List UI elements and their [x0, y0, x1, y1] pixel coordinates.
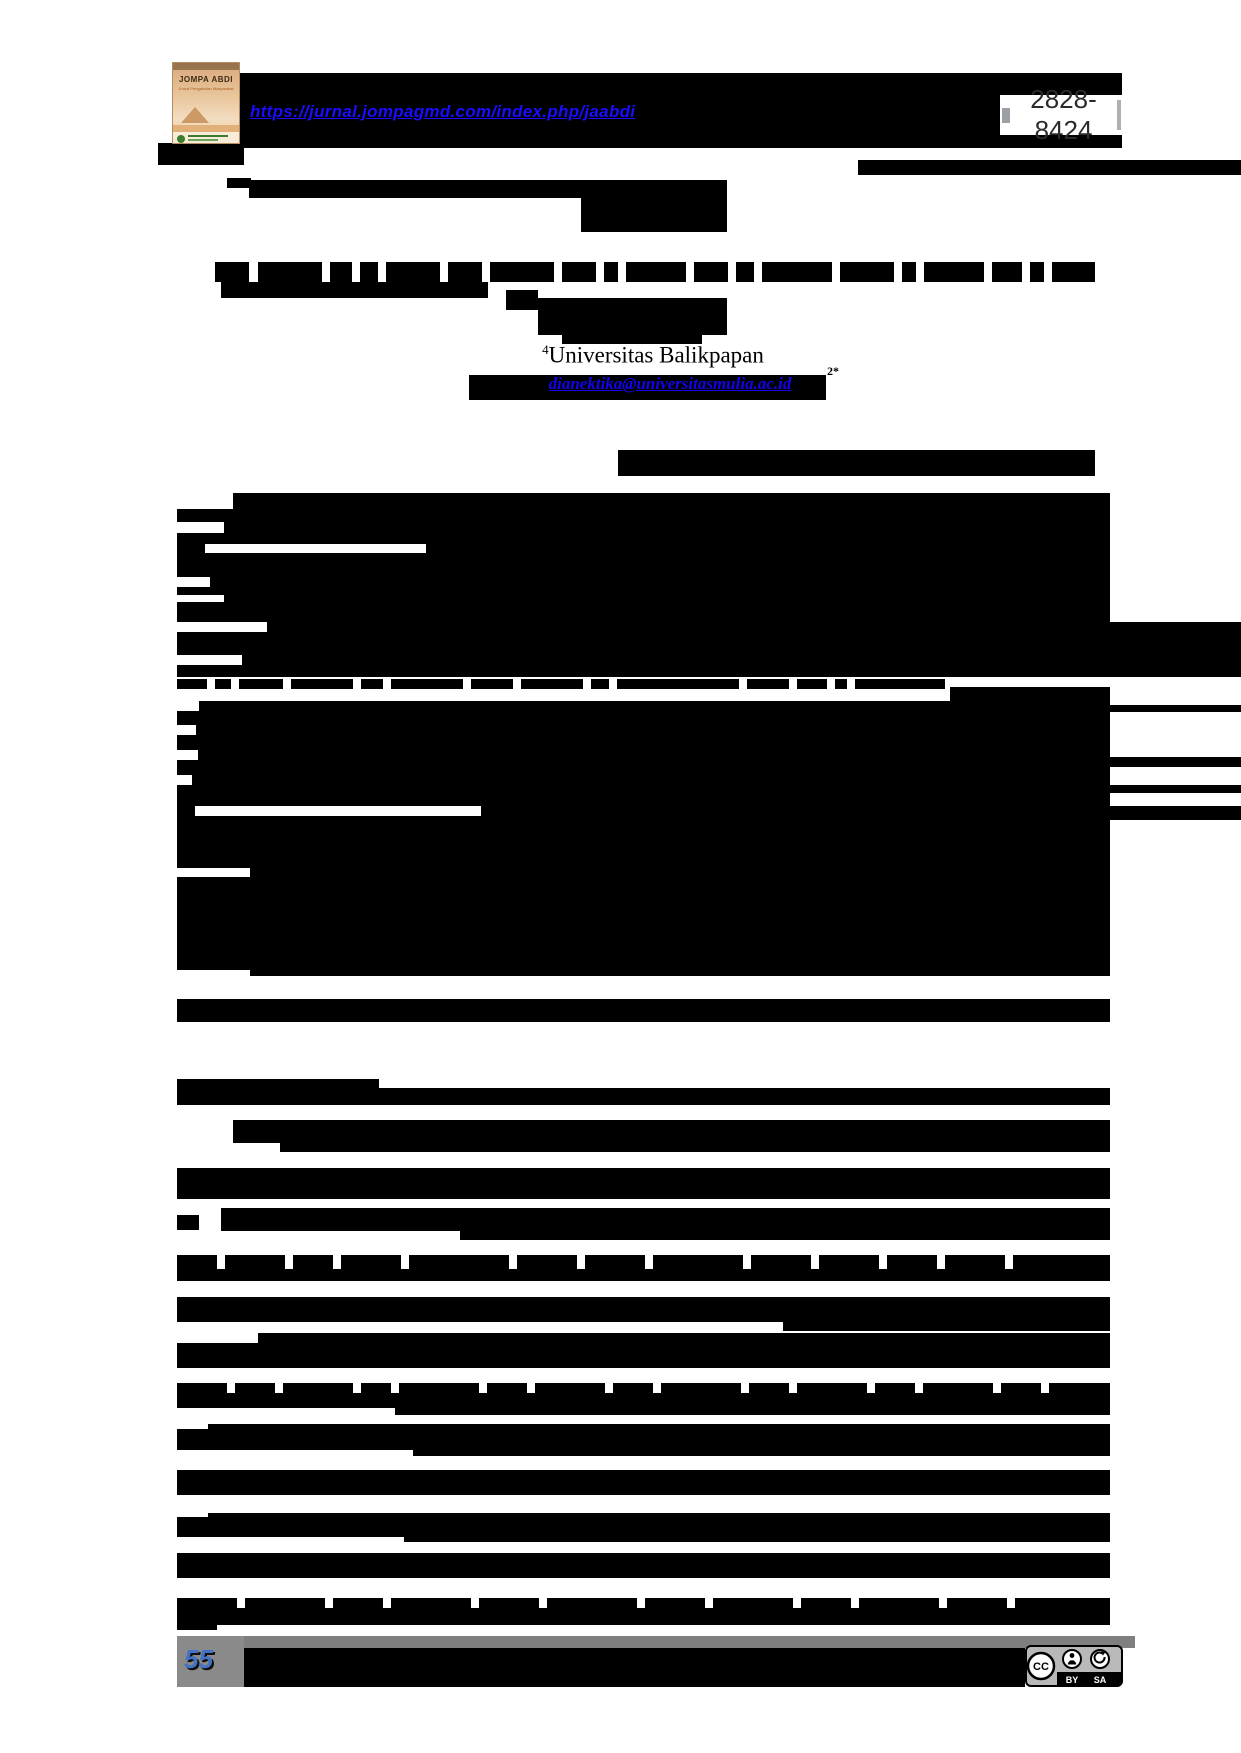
redaction-bar: [221, 282, 488, 298]
redaction-bar: [227, 178, 251, 188]
redaction-bar: [192, 775, 1110, 785]
redaction-bar: [258, 262, 322, 282]
redaction-bar: [177, 1343, 1110, 1368]
redaction-bar: [177, 587, 1110, 595]
redaction-bar: [177, 1470, 1110, 1495]
redaction-bar: [177, 665, 1241, 677]
redaction-bar: [199, 701, 1110, 711]
email-superscript: 2*: [827, 364, 839, 378]
redaction-bar: [215, 679, 231, 689]
redaction-bar: [661, 1383, 741, 1393]
redaction-bar: [413, 1450, 1110, 1456]
redaction-bar: [395, 1408, 1110, 1415]
redaction-bar: [1110, 705, 1241, 712]
redaction-bar: [249, 180, 727, 198]
redaction-bar: [196, 725, 1110, 735]
redaction-bar: [617, 679, 739, 689]
redaction-bar: [783, 1322, 1110, 1331]
redaction-bar: [479, 1598, 539, 1608]
redaction-bar: [835, 679, 847, 689]
redaction-bar: [239, 679, 283, 689]
redaction-bar: [1110, 785, 1241, 793]
issn-right-mark: [1117, 100, 1121, 130]
redaction-bar: [391, 679, 463, 689]
journal-url-link[interactable]: https://jurnal.jompagmd.com/index.php/jaabdi: [250, 102, 636, 121]
redaction-bar: [924, 262, 984, 282]
cc-icon-label: CC: [1033, 1661, 1049, 1673]
redaction-bar: [404, 1537, 1110, 1542]
redaction-bar: [887, 1255, 937, 1269]
redaction-bar: [1015, 1598, 1110, 1608]
redaction-bar: [210, 577, 1110, 587]
redaction-bar: [177, 1598, 237, 1608]
redaction-bar: [242, 655, 1241, 665]
logo-top-strip: [173, 63, 239, 70]
redaction-bar: [177, 1608, 1110, 1625]
redaction-bar: [604, 262, 618, 282]
redaction-bar: [177, 1255, 217, 1269]
redaction-bar: [177, 785, 1110, 806]
redaction-bar: [177, 1625, 217, 1630]
redaction-bar: [694, 262, 728, 282]
redaction-bar: [250, 970, 1110, 976]
redaction-bar: [225, 1255, 285, 1269]
redaction-bar: [177, 679, 207, 689]
email-link[interactable]: dianektika@universitasmulia.ac.id: [548, 374, 792, 393]
issn-value: 2828-8424: [1030, 84, 1097, 145]
redaction-bar: [224, 595, 1110, 602]
logo-title: JOMPA ABDI: [178, 75, 234, 84]
redaction-bar: [177, 711, 1110, 725]
redaction-bar: [198, 750, 1110, 760]
redaction-bar: [280, 1143, 1110, 1152]
redaction-bar: [506, 290, 538, 310]
redaction-bar: [177, 1088, 1110, 1105]
redaction-bar: [762, 262, 832, 282]
redaction-bar: [471, 679, 513, 689]
redaction-bar: [177, 533, 1110, 544]
redaction-bar: [177, 735, 1110, 750]
redaction-bar: [158, 143, 244, 165]
redaction-bar: [747, 679, 789, 689]
redaction-bar: [448, 262, 482, 282]
redaction-bar: [177, 1269, 1110, 1281]
redaction-bar: [409, 1255, 509, 1269]
redaction-bar: [221, 1208, 1110, 1231]
redaction-bar: [177, 1429, 1110, 1450]
redaction-bar: [386, 262, 440, 282]
logo-publisher-icon: [177, 135, 185, 143]
redaction-bar: [581, 198, 727, 232]
redaction-bar: [177, 760, 1110, 775]
logo-publisher-text: [188, 135, 228, 137]
redaction-bar: [233, 493, 1110, 509]
redaction-bar: [487, 1383, 527, 1393]
redaction-bar: [626, 262, 686, 282]
redaction-bar: [341, 1255, 401, 1269]
redaction-bar: [653, 1255, 743, 1269]
redaction-bar: [1030, 262, 1044, 282]
redaction-bar: [947, 1598, 1007, 1608]
redaction-bar: [547, 1598, 637, 1608]
redaction-bar: [613, 1383, 653, 1393]
by-person-head: [1070, 1653, 1075, 1658]
redaction-bar: [283, 1383, 353, 1393]
redaction-bar: [1052, 262, 1095, 282]
logo-publisher-text2: [188, 139, 218, 141]
affiliation-line: [528, 342, 778, 369]
redaction-bar: [460, 1231, 1110, 1240]
redaction-bar: [291, 679, 353, 689]
redaction-bar: [875, 1383, 915, 1393]
redaction-bar: [855, 679, 945, 689]
redaction-bar: [361, 1383, 391, 1393]
redaction-bar: [177, 544, 205, 553]
redaction-bar: [177, 1383, 227, 1393]
redaction-bar: [391, 1598, 471, 1608]
redaction-bar: [801, 1598, 851, 1608]
redaction-bar: [858, 160, 1241, 175]
redaction-bar: [645, 1598, 705, 1608]
redaction-bar: [1110, 757, 1241, 767]
redaction-bar: [177, 1297, 1110, 1322]
by-label: BY: [1065, 1675, 1079, 1685]
redaction-bar: [399, 1383, 479, 1393]
footer-redaction-bar: [244, 1648, 1025, 1687]
redaction-bar: [177, 553, 1110, 577]
redaction-bar: [749, 1383, 789, 1393]
redaction-bar: [950, 687, 1110, 701]
redaction-bar: [751, 1255, 811, 1269]
redaction-bar: [245, 1598, 325, 1608]
redaction-bar: [1049, 1383, 1110, 1393]
page-number: 55: [184, 1644, 213, 1674]
redaction-bar: [1110, 806, 1241, 820]
redaction-bar: [330, 262, 352, 282]
redaction-bar: [713, 1598, 793, 1608]
redaction-bar: [177, 1393, 1110, 1408]
journal-cover-logo: [172, 62, 240, 144]
logo-band: [173, 125, 239, 132]
redaction-bar: [819, 1255, 879, 1269]
redaction-bar: [562, 262, 596, 282]
redaction-bar: [361, 679, 383, 689]
redaction-bar: [797, 1383, 867, 1393]
redaction-bar: [618, 450, 1095, 476]
logo-house-icon: [181, 107, 209, 123]
redaction-bar: [535, 1383, 605, 1393]
redaction-bar: [177, 806, 195, 816]
redaction-bar: [481, 806, 1110, 816]
redaction-bar: [177, 602, 1110, 622]
redaction-bar: [177, 816, 1110, 868]
redaction-bar: [235, 1383, 275, 1393]
redaction-bar: [1001, 1383, 1041, 1393]
redaction-bar: [538, 298, 727, 335]
redaction-bar: [797, 679, 827, 689]
issn-left-mark: [1002, 108, 1010, 123]
redaction-bar: [736, 262, 754, 282]
redaction-bar: [177, 1079, 379, 1088]
affiliation-superscript: 4: [542, 342, 549, 357]
redaction-bar: [177, 1517, 1110, 1537]
footer-separator: [177, 1636, 1135, 1648]
redaction-bar: [258, 1333, 1110, 1343]
by-person-icon: [1063, 1650, 1081, 1668]
redaction-bar: [859, 1598, 939, 1608]
redaction-bar: [177, 632, 1241, 655]
redaction-bar: [902, 262, 916, 282]
redaction-bar: [293, 1255, 333, 1269]
redaction-bar: [233, 1120, 1110, 1143]
redaction-bar: [333, 1598, 383, 1608]
redaction-bar: [923, 1383, 993, 1393]
redaction-bar: [267, 622, 1241, 632]
redaction-bar: [992, 262, 1022, 282]
redaction-bar: [177, 1553, 1110, 1578]
redaction-bar: [517, 1255, 577, 1269]
redaction-bar: [177, 1215, 199, 1230]
redaction-bar: [177, 509, 1110, 522]
redaction-bar: [177, 877, 1110, 970]
redaction-bar: [250, 868, 1110, 877]
cc-license-badge[interactable]: [1025, 1645, 1123, 1687]
redaction-bar: [177, 999, 1110, 1022]
redaction-bar: [521, 679, 583, 689]
redaction-bar: [585, 1255, 645, 1269]
logo-subtitle: Jurnal Pengabdian Masyarakat: [178, 86, 234, 91]
redaction-bar: [490, 262, 554, 282]
redaction-bar: [1013, 1255, 1110, 1269]
redaction-bar: [426, 544, 1110, 553]
redaction-bar: [945, 1255, 1005, 1269]
issn-box: [1000, 84, 1122, 145]
redaction-bar: [591, 679, 609, 689]
affiliation-name: Universitas Balikpapan: [548, 342, 764, 368]
redaction-bar: [840, 262, 894, 282]
redaction-bar: [360, 262, 378, 282]
redaction-bar: [224, 522, 1110, 533]
sa-label: SA: [1093, 1675, 1107, 1685]
redaction-bar: [215, 262, 249, 282]
redaction-bar: [177, 1168, 1110, 1199]
